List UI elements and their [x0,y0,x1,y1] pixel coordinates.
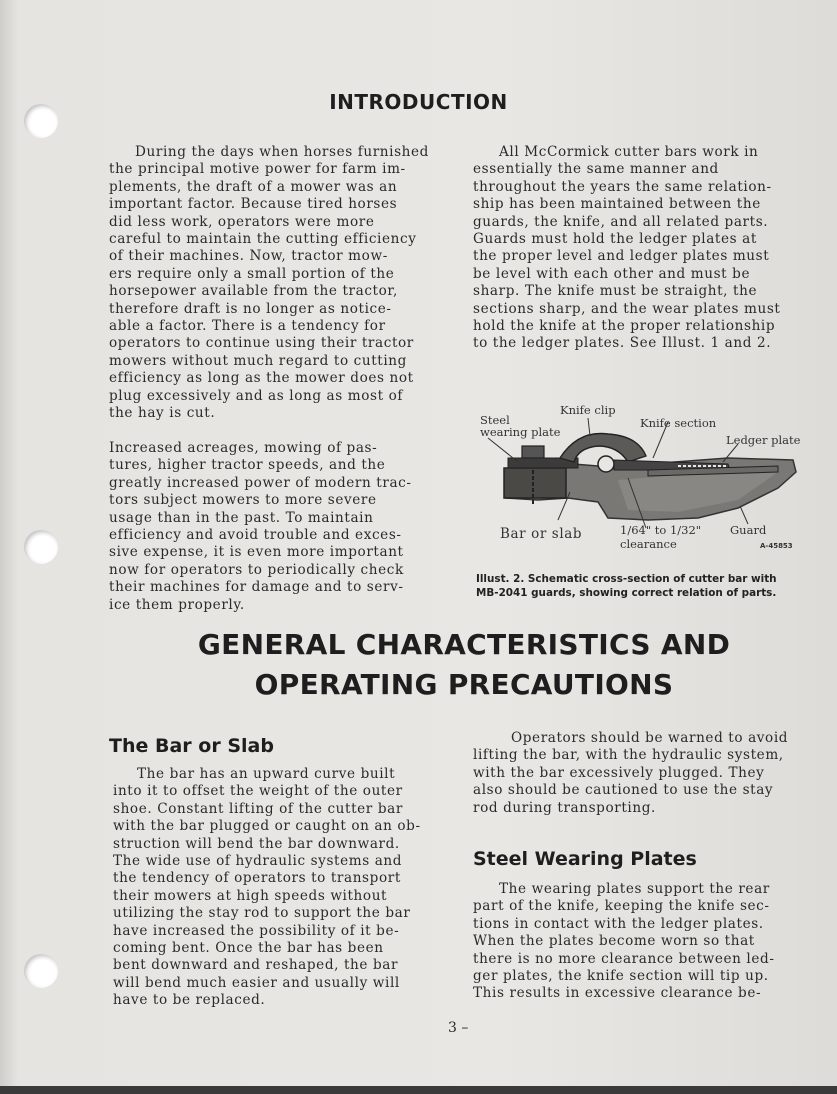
label-clearance-value: 1/64" to 1/32" [620,523,702,537]
section-title-line-2: OPERATING PRECAUTIONS [254,668,674,701]
label-knife-clip: Knife clip [560,403,616,417]
label-clearance: clearance [620,537,677,551]
punch-hole-middle [24,530,58,564]
label-bar-or-slab: Bar or slab [500,526,583,542]
label-knife-section: Knife section [640,416,717,430]
label-ledger-plate: Ledger plate [726,433,801,447]
wearing-plates-paragraph: The wearing plates support the rear part of the knife, keeping the knife sec- tions in contact with the ledger plates. When the plates become worn so that there is no more clearance between led- ger plates, the knife section will tip up. This results in excessive clearance be- [473,881,775,1002]
label-wearing-plate: wearing plate [480,425,561,439]
bolt-shape [522,446,544,458]
section-title-line-1: GENERAL CHARACTERISTICS AND [197,628,731,661]
figure-caption: Illust. 2. Schematic cross-section of cutter bar with MB-2041 guards, showing correct relation of parts. [476,573,777,599]
introduction-title: INTRODUCTION [329,90,508,114]
label-guard: Guard [730,523,767,537]
introduction-left-column: During the days when horses furnished the principal motive power for farm im- plements, the draft of a mower was an important factor. Because tired horses did less work, operators were more careful to maintain the cutting efficiency of their machines. Now, tractor mow- ers require only a small portion of the horsepower available from the tractor, therefore draft is no longer as notice- able a factor. There is a tendency for operators to continue using their tractor mowers without much regard to cutting efficiency as long as the mower does not plug excessively and as long as most of the hay is cut. Increased acreages, mowing of pas- tures, higher tractor speeds, and the greatly increased power of modern trac- tors subject mowers to more severe usage than in the past. To maintain efficiency and avoid trouble and exces- sive expense, it is even more important now for operators to periodically check their machines for damage and to serv- ice them properly. [109,144,429,613]
label-steel: Steel [480,413,510,427]
operators-paragraph: Operators should be warned to avoid lifting the bar, with the hydraulic system, with the bar excessively plugged. They also should be cautioned to use the stay rod during transporting. [473,730,789,816]
label-figure-ref: A-45853 [760,542,793,550]
bar-slab-shape [504,468,566,498]
introduction-right-column: All McCormick cutter bars work in essentially the same manner and throughout the years the same relation- ship has been maintained between the guards, the knife, and all related parts. Guards must hold the ledger plates at the proper level and ledger plates must be level with each other and must be sharp. The knife must be straight, the sections sharp, and the wear plates must hold the knife at the proper relationship to the ledger plates. See Illust. 1 and 2. [473,144,781,352]
bar-slab-paragraph: The bar has an upward curve built into it to offset the weight of the outer shoe. Constant lifting of the cutter bar with the bar plugged or caught on an ob- struction will bend the bar downward. The wide use of hydraulic systems and the tendency of operators to transport their mowers at high speeds without utilizing the stay rod to support the bar have increased the possibility of it be- coming bent. Once the bar has been bent downward and reshaped, the bar will bend much easier and usually will have to be replaced. [113,766,421,1009]
page-number: 3 – [448,1020,469,1036]
scan-edge [0,1086,837,1094]
punch-hole-bottom [24,954,58,988]
wearing-plates-heading: Steel Wearing Plates [473,848,697,870]
cutter-bar-diagram [478,400,801,560]
bar-slab-heading: The Bar or Slab [109,735,274,757]
